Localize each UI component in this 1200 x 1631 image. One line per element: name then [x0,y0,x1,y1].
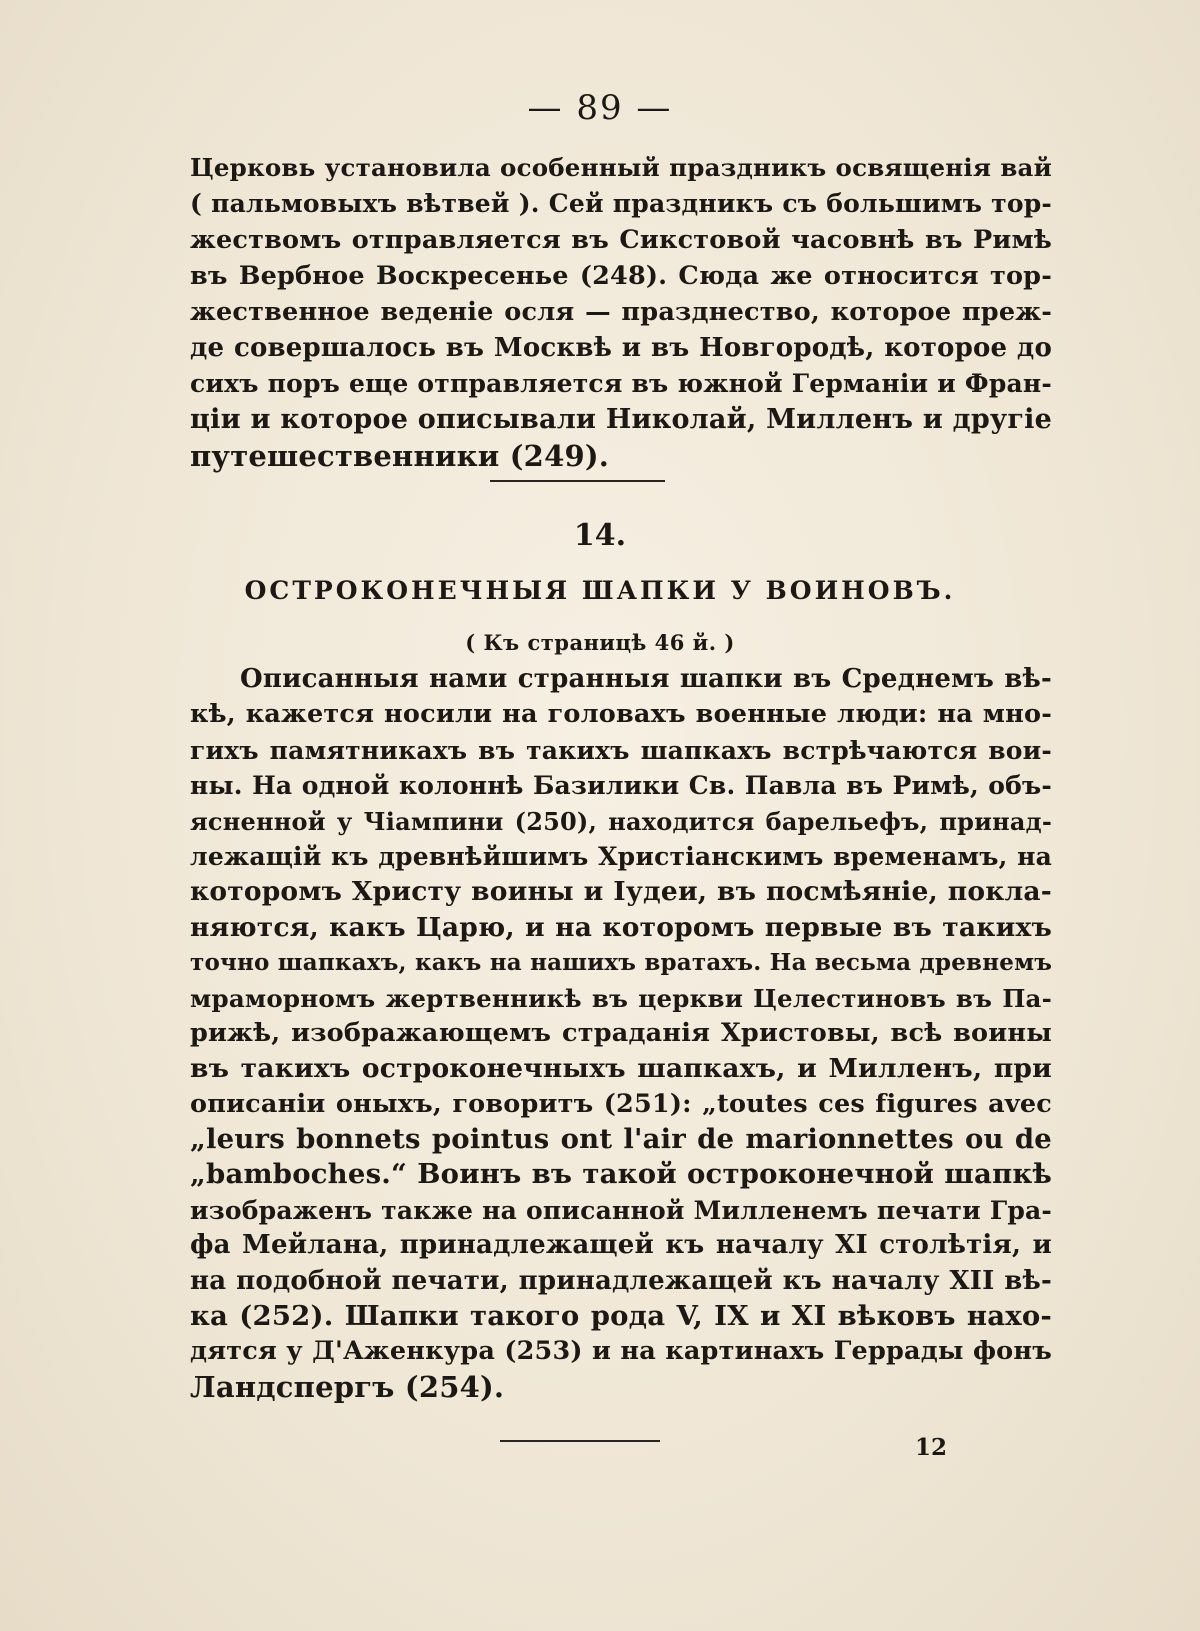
page-number: — 89 — [527,88,673,128]
text-line: ( пальмовыхъ вѣтвей ). Сей праздникъ съ большимъ тор- [190,189,1052,218]
text-line: ціи и которое описывали Николай, Милленъ и другіе [190,404,1052,435]
text-line: дятся у Д'Аженкура (253) и на картинахъ Геррады фонъ [190,1336,1052,1367]
text-line: мраморномъ жертвенникѣ въ церкви Целестиновъ въ Па- [190,983,1052,1013]
text-line: путешественники (249). [190,439,610,473]
text-line: изображенъ также на описанной Милленемъ печати Гра- [190,1195,1052,1225]
text-line: „leurs bonnets pointus ont l'air de marionnettes ou de [190,1123,1052,1156]
text-line: няются, какъ Царю, и на которомъ первые въ такихъ [190,911,1052,943]
end-divider [500,1440,660,1442]
text-line: ка (252). Шапки такого рода V, IX и XI вѣковъ нахо- [190,1300,1052,1333]
text-line: ны. На одной колоннѣ Базилики Св. Павла въ Римѣ, объ- [190,771,1052,801]
text-line: въ Вербное Воскресенье (248). Сюда же относится тор- [190,261,1052,291]
text-line: Церковь установила особенный праздникъ освященія вай [190,153,1052,182]
text-line: „bamboches.“ Воинъ въ такой остроконечной шапкѣ [190,1158,1052,1191]
text-line: гихъ памятникахъ въ такихъ шапкахъ встрѣчаются вои- [190,735,1052,765]
text-line: кѣ, кажется носили на головахъ военные люди: на мно- [190,699,1052,730]
signature-mark: 12 [915,1434,948,1461]
text-line: ясненной у Чіампини (250), находится барельефъ, принад- [190,806,1052,836]
section-title: ОСТРОКОНЕЧНЫЯ ШАПКИ У ВОИНОВЪ. [244,576,956,605]
text-line: сихъ поръ еще отправляется въ южной Германіи и Фран- [190,369,1052,398]
text-line: на подобной печати, принадлежащей къ началу XII вѣ- [190,1265,1052,1296]
paragraph-continuation [190,150,1052,474]
text-line: фа Мейлана, принадлежащей къ началу XI столѣтія, и [190,1230,1052,1261]
text-line: де совершалось въ Москвѣ и въ Новгородѣ, которое до [190,333,1052,363]
text-line: Описанныя нами странныя шапки въ Среднемъ вѣ- [240,664,1052,694]
text-line: Ландспергъ (254). [190,1369,505,1404]
section-number: 14. [573,518,627,553]
text-line: лежащій къ древнѣйшимъ Христіанскимъ временамъ, на [190,841,1052,871]
text-line: рижѣ, изображающемъ страданія Христовы, всѣ воины [190,1017,1052,1048]
text-line: описаніи оныхъ, говоритъ (251): „toutes ces figures avec [190,1088,1052,1119]
text-line: жественное веденіе осля — празднество, которое преж- [190,297,1052,327]
text-line: точно шапкахъ, какъ на нашихъ вратахъ. На весьма древнемъ [190,949,1053,977]
paragraph-main [190,662,1052,1405]
text-line: которомъ Христу воины и Іудеи, въ посмѣяніе, покла- [190,876,1052,908]
section-divider [490,480,665,482]
text-line: жествомъ отправляется въ Сикстовой часовнѣ въ Римѣ [190,225,1052,255]
section-page-reference: ( Къ страницѣ 46 й. ) [465,630,735,655]
text-line: въ такихъ остроконечныхъ шапкахъ, и Милленъ, при [190,1053,1052,1085]
